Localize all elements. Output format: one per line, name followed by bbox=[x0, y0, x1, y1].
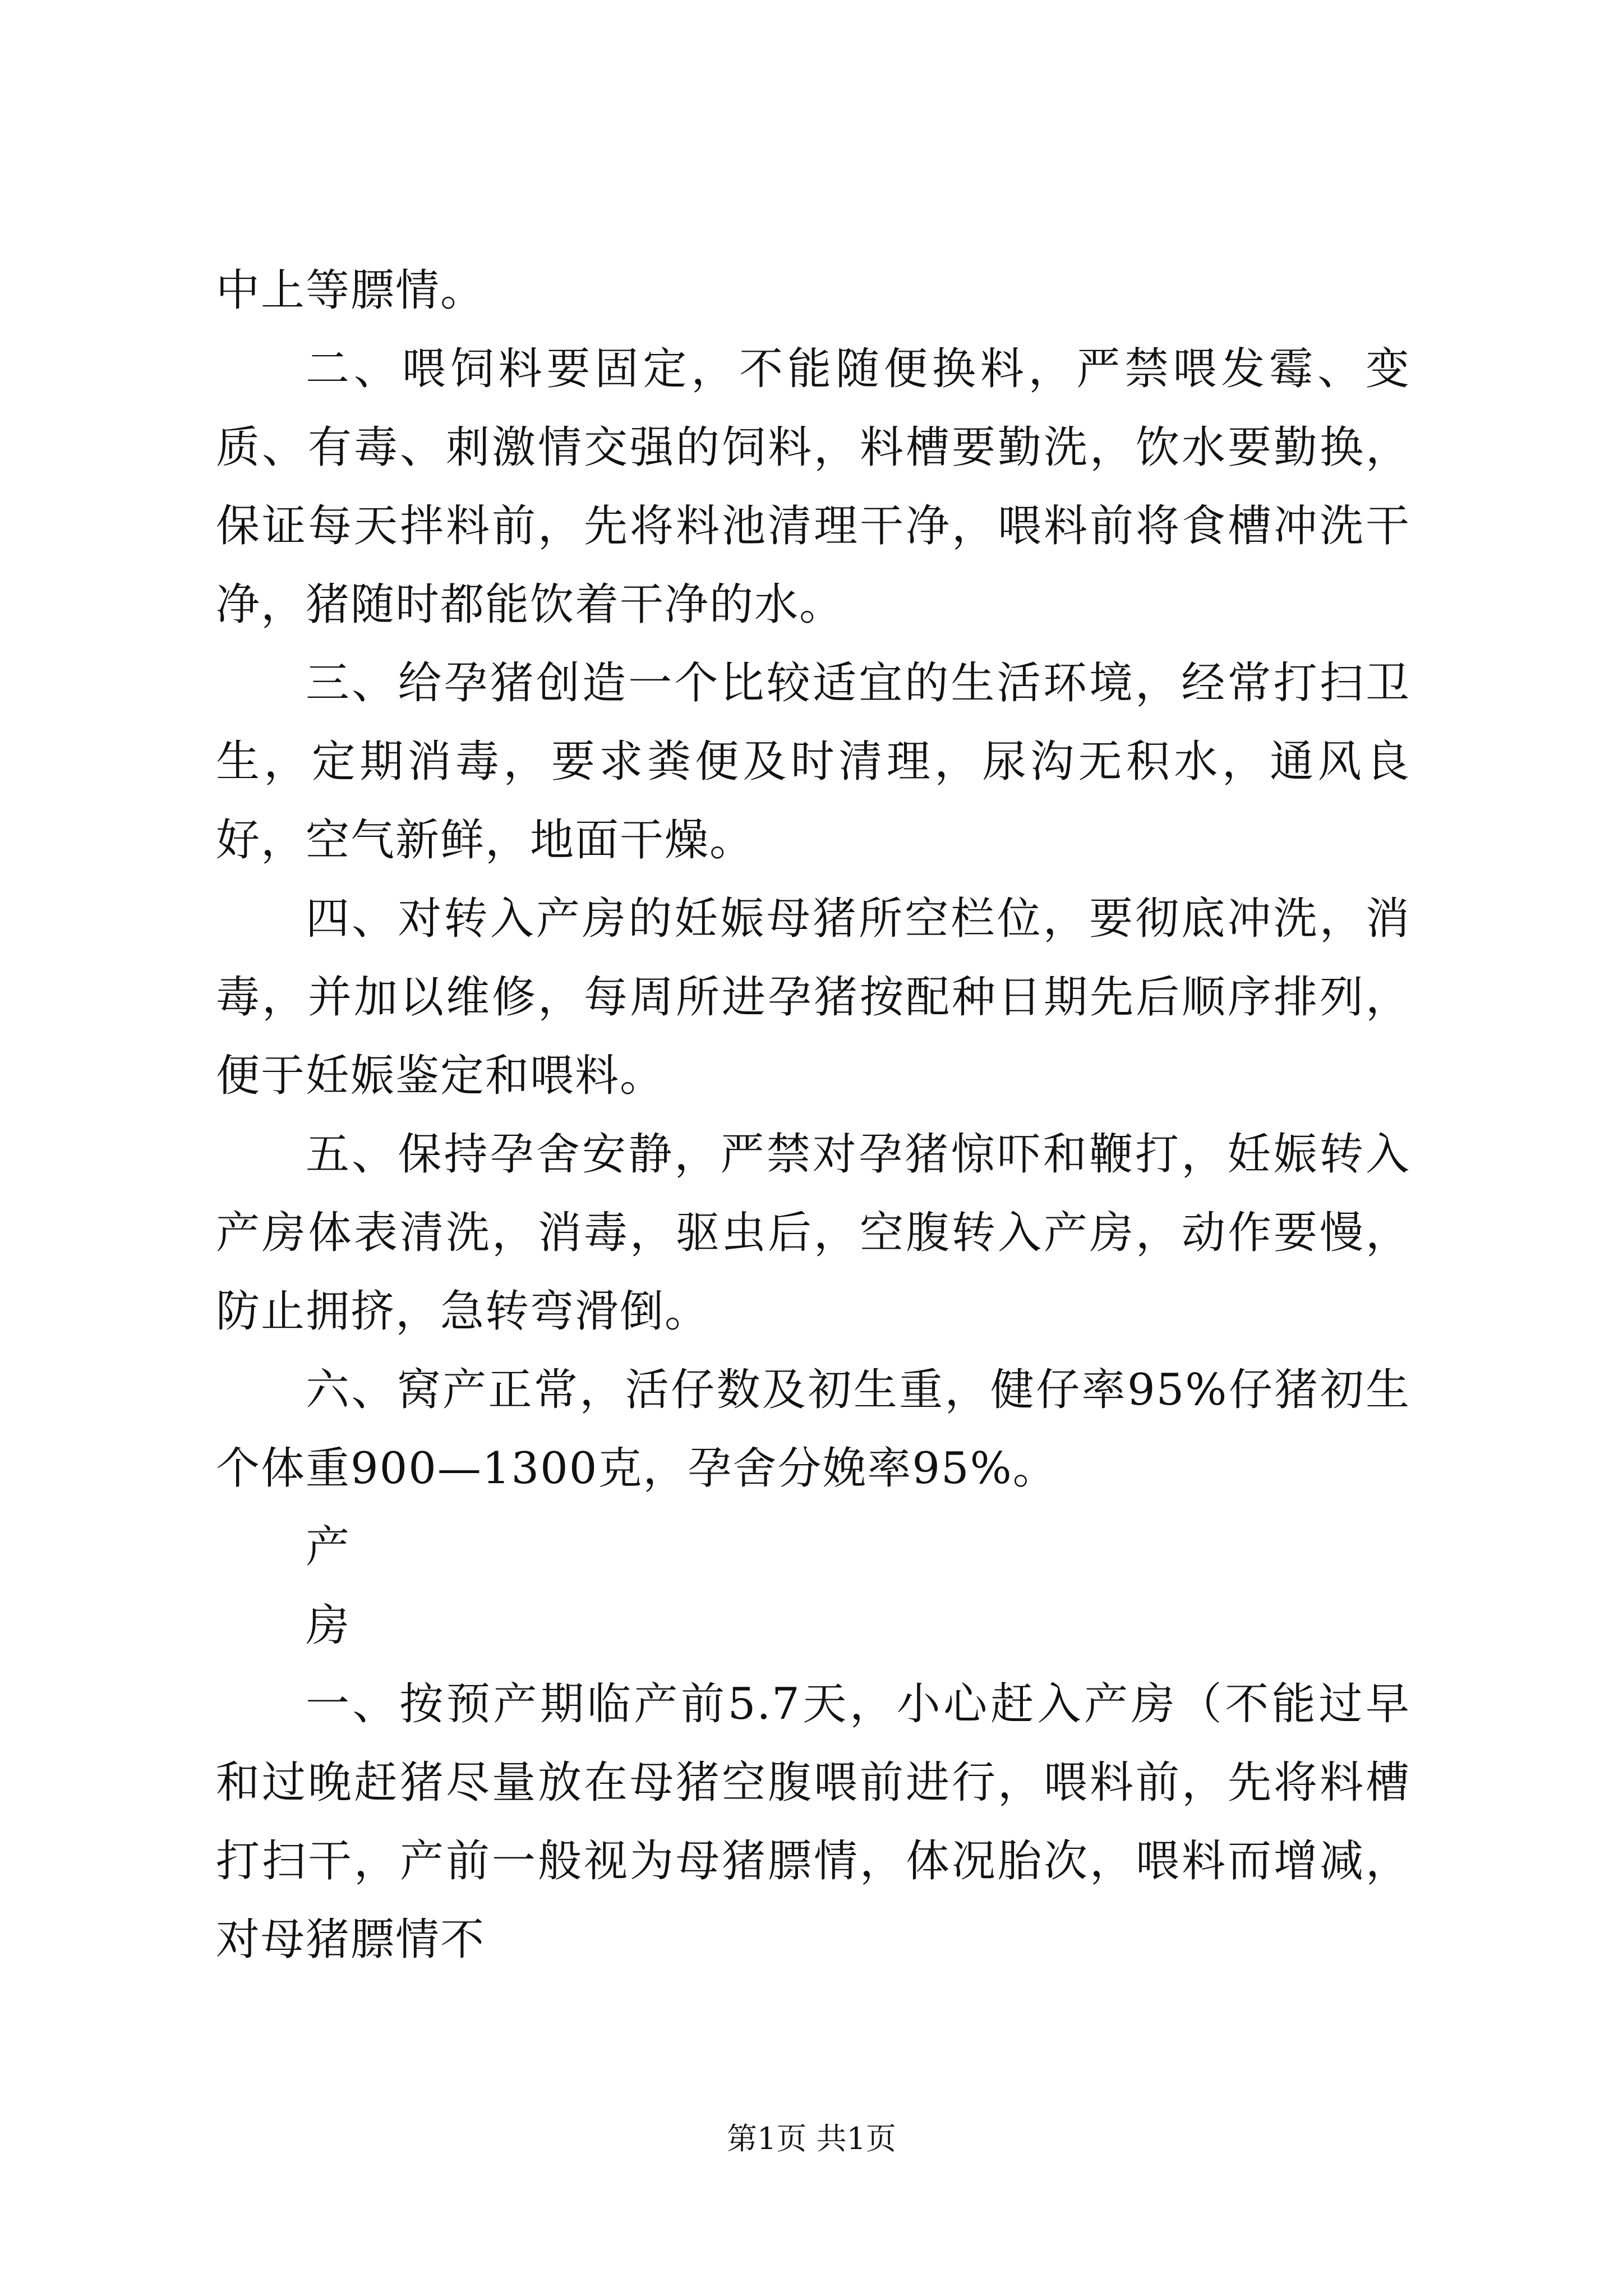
paragraph-item-2: 二、喂饲料要固定，不能随便换料，严禁喂发霉、变质、有毒、刺激情交强的饲料，料槽要勤洗，饮水要勤换，保证每天拌料前，先将料池清理干净，喂料前将食槽冲洗干净，猪随时都能饮着干净的水。 bbox=[216, 344, 1410, 630]
paragraph-item-5: 五、保持孕舍安静，严禁对孕猪惊吓和鞭打，妊娠转入产房体表清洗，消毒，驱虫后，空腹转入产房，动作要慢，防止拥挤，急转弯滑倒。 bbox=[216, 1129, 1410, 1337]
section-heading-char-1: 产 bbox=[306, 1522, 351, 1572]
section-heading-char-2: 房 bbox=[306, 1600, 351, 1651]
paragraph-item-3: 三、给孕猪创造一个比较适宜的生活环境，经常打扫卫生，定期消毒，要求粪便及时清理，尿沟无积水，通风良好，空气新鲜，地面干燥。 bbox=[216, 658, 1410, 866]
paragraph-item-4: 四、对转入产房的妊娠母猪所空栏位，要彻底冲洗，消毒，并加以维修，每周所进孕猪按配种日期先后顺序排列，便于妊娠鉴定和喂料。 bbox=[216, 894, 1410, 1101]
paragraph-item-6: 六、窝产正常，活仔数及初生重，健仔率95%仔猪初生个体重900—1300克，孕舍分娩率95%。 bbox=[216, 1365, 1410, 1494]
page-footer: 第1页 共1页 bbox=[727, 2121, 896, 2156]
paragraph-item-1-delivery: 一、按预产期临产前5.7天，小心赶入产房（不能过早和过晚赶猪尽量放在母猪空腹喂前进行，喂料前，先将料槽打扫干，产前一般视为母猪膘情，体况胎次，喂料而增减，对母猪膘情不 bbox=[216, 1679, 1410, 1965]
document-body bbox=[216, 251, 1410, 1979]
paragraph-continuation: 中上等膘情。 bbox=[216, 265, 486, 316]
